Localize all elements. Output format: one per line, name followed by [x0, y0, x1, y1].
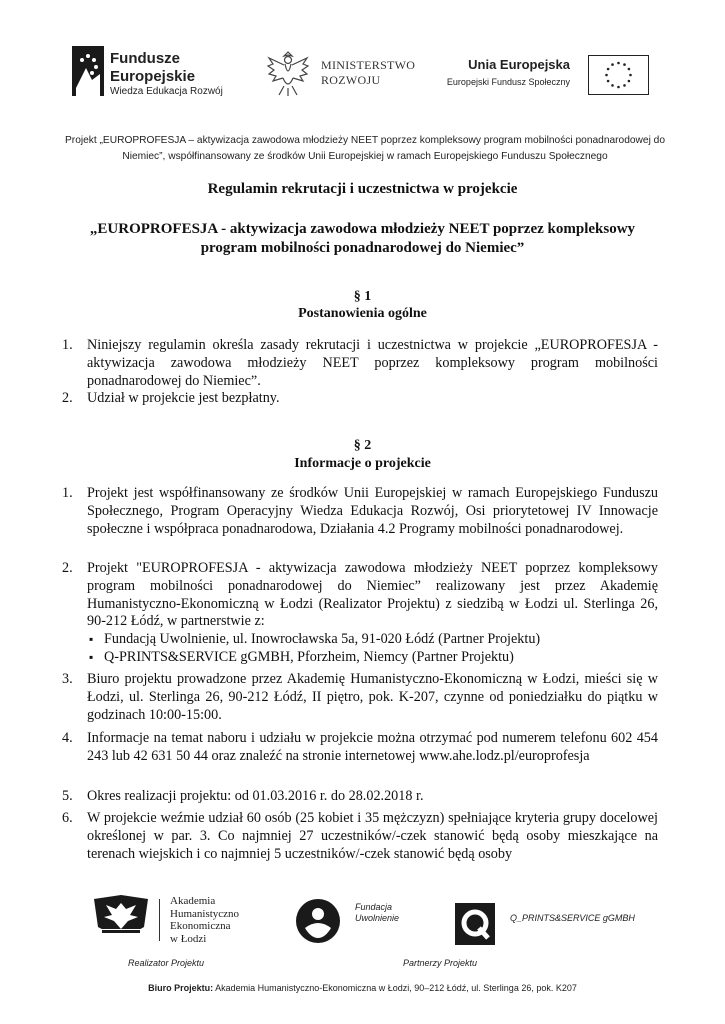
section1-title: Postanowienia ogólne	[298, 306, 427, 321]
section2-list	[62, 810, 658, 863]
fundusze-line3: Wiedza Edukacja Rozwój	[110, 86, 223, 97]
partners-list	[87, 631, 658, 667]
section2-number: § 2	[353, 438, 372, 453]
ministerstwo-line2: ROZWOJU	[321, 73, 381, 87]
ue-line1: Unia Europejska	[468, 57, 570, 72]
section1-number: § 1	[353, 289, 372, 304]
partner-item: ▪ Fundacją Uwolnienie, ul. Inowrocławska 5a, 91-020 Łódź (Partner Projektu)	[87, 631, 658, 649]
document-subtitle: „EUROPROFESJA - aktywizacja zawodowa młodzieży NEET poprzez kompleksowy program mobilności ponadnarodowej do Niemiec”	[89, 221, 636, 256]
section2-list	[62, 485, 658, 538]
qprints-logo	[455, 903, 655, 953]
list-item: 5. Okres realizacji projektu: od 01.03.2016 r. do 28.02.2018 r.	[62, 788, 424, 804]
fundacja-circle-icon	[295, 898, 341, 944]
ahe-logo	[92, 893, 242, 953]
caption-partnerzy: Partnerzy Projektu	[403, 958, 478, 968]
list-item: 6. W projekcie weźmie udział 60 osób (25 kobiet i 35 mężczyzn) spełniające kryteria grupy docelowej określonej w par. 3. Co najmniej 27 uczestników/-czek stanowić będą osoby mieszkające na terenach wiejskich i co najmniej 5 uczestników/-czek stanowić będą osoby	[62, 810, 658, 862]
qprints-q-icon	[455, 903, 495, 945]
section2-list	[62, 560, 658, 667]
unia-europejska-logo	[446, 55, 655, 100]
eu-flag-icon	[588, 55, 649, 95]
list-item: 1. Niniejszy regulamin określa zasady rekrutacji i uczestnictwa w projekcie „EUROPROFESJA - aktywizacja zawodowa młodzieży NEET poprzez kompleksowy program mobilności ponadnarodowej do Niemiec”.	[62, 337, 658, 389]
section2-list	[62, 730, 658, 766]
fundacja-text: Fundacja Uwolnienie	[355, 902, 400, 923]
list-item: 1. Projekt jest współfinansowany ze środków Unii Europejskiej w ramach Europejskiego Funduszu Społecznego, Program Operacyjny Wiedza Edukacja Rozwój, Osi priorytetowej IV Innowacje społeczne i współpraca ponadnarodowa, Działania 4.2 Programy mobilności ponadnarodowej.	[62, 485, 658, 537]
fundacja-uwolnienie-logo	[295, 898, 405, 948]
section1-list	[62, 337, 658, 408]
caption-realizator: Realizator Projektu	[128, 958, 205, 968]
ahe-text: Akademia Humanistyczno Ekonomiczna w Łodzi	[170, 895, 240, 945]
eagle-emblem-icon	[265, 48, 311, 98]
ministerstwo-rozwoju-logo	[265, 48, 435, 104]
qprints-text: Q_PRINTS&SERVICE gGMBH	[510, 913, 635, 923]
fundusze-line2: Europejskie	[110, 68, 196, 85]
ue-line2: Europejski Fundusz Społeczny	[446, 77, 570, 87]
ministerstwo-line1: MINISTERSTWO	[321, 58, 416, 72]
list-item: 4. Informacje na temat naboru i udziału w projekcie można otrzymać pod numerem telefonu 602 454 243 lub 42 631 50 44 oraz znaleźć na stronie internetowej www.ahe.lodz.pl/europrofesja	[62, 730, 658, 764]
project-note: Projekt „EUROPROFESJA – aktywizacja zawodowa młodzieży NEET poprzez kompleksowy program mobilności ponadnarodowej do Niemiec”, współfinansowany ze środków Unii Europejskiej w ramach Europejskiego Funduszu Społecznego	[65, 135, 665, 162]
list-item: 2. Udział w projekcie jest bezpłatny.	[62, 390, 280, 407]
office-footer: Biuro Projektu: Akademia Humanistyczno-Ekonomiczna w Łodzi, 90–212 Łódź, ul. Sterlinga 26, pok. K207	[148, 983, 577, 993]
list-item: 2. Projekt "EUROPROFESJA - aktywizacja zawodowa młodzieży NEET poprzez kompleksowy program mobilności ponadnarodowej do Niemiec” realizowany jest przez Akademię Humanistyczno-Ekonomiczną w Łodzi (Realizator Projektu) z siedzibą w Łodzi ul. Sterlinga 26, 90-212 Łódź, w partnerstwie z: ▪ Fundacją Uwolnienie, ul. Inowrocławska 5a, 91-020 Łódź (Partner Projektu) ▪ Q-PRINTS&SERVICE gGMBH, Pforzheim, Niemcy (Partner Projektu)	[62, 560, 658, 667]
partner-item: ▪ Q-PRINTS&SERVICE gGMBH, Pforzheim, Niemcy (Partner Projektu)	[87, 649, 658, 667]
ahe-crest-icon	[92, 893, 150, 941]
fundusze-europejskie-logo	[72, 46, 232, 102]
divider	[159, 899, 160, 941]
section2-title: Informacje o projekcie	[294, 456, 431, 471]
section2-list	[62, 788, 658, 806]
fundusze-europejskie-mark-icon	[72, 46, 104, 96]
section2-list	[62, 671, 658, 724]
list-item: 3. Biuro projektu prowadzone przez Akademię Humanistyczno-Ekonomiczną w Łodzi, mieści się w Łodzi, ul. Sterlinga 26, 90-212 Łódź, II piętro, pok. K-207, czynne od poniedziałku do piątku w godzinach 10:00-15:00.	[62, 671, 658, 723]
document-title: Regulamin rekrutacji i uczestnictwa w projekcie	[207, 181, 518, 197]
fundusze-line1: Fundusze	[110, 50, 180, 67]
